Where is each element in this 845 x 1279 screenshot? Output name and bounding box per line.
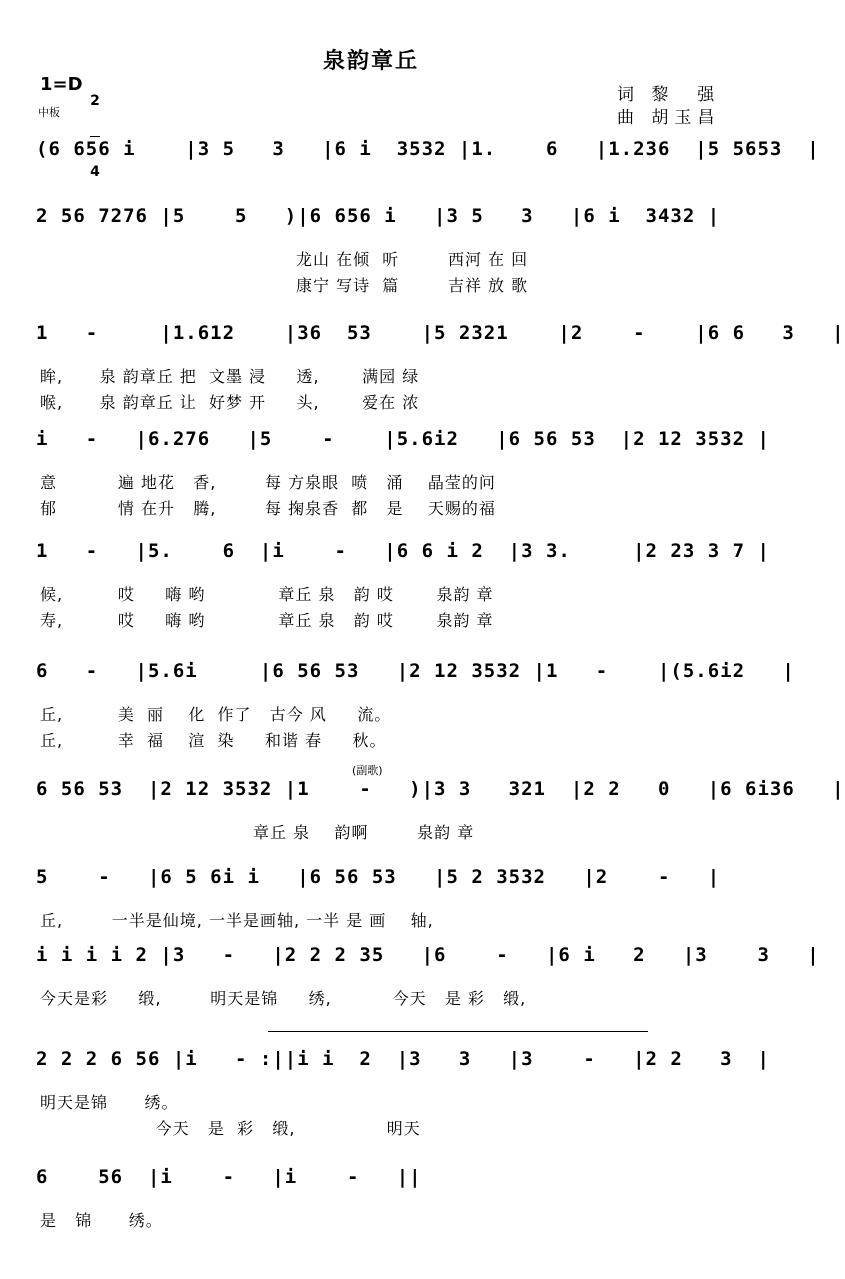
composer-credit: 曲 胡玉昌 <box>617 108 721 128</box>
notation-line: 6 56 53 |2 12 3532 |1 - )|3 3 321 |2 2 0 |6 6i36 | <box>36 778 845 800</box>
lyric-line: 眸, 泉 韵章丘 把 文墨 浸 透, 满园 绿 <box>40 367 420 386</box>
tempo-marking: 中板 <box>38 106 60 119</box>
lyric-line: 丘, 幸 福 渲 染 和谐 春 秋。 <box>40 731 387 750</box>
lyric-line: 是 锦 绣。 <box>40 1211 163 1230</box>
time-bar <box>90 136 100 137</box>
notation-line: 1 - |5. 6 |i - |6 6 i 2 |3 3. |2 23 3 7 | <box>36 540 770 562</box>
lyric-line: 喉, 泉 韵章丘 让 好梦 开 头, 爱在 浓 <box>40 393 420 412</box>
section-label: (副歌) <box>352 764 383 777</box>
lyric-line: 康宁 写诗 篇 吉祥 放 歌 <box>296 276 529 295</box>
time-signature <box>90 66 100 193</box>
song-title: 泉韵章丘 <box>322 49 419 74</box>
notation-line: 6 - |5.6i |6 56 53 |2 12 3532 |1 - |(5.6i2 | <box>36 660 795 682</box>
key-signature: 1=D <box>40 74 83 95</box>
lyricist-credit: 词 黎 强 <box>617 85 721 105</box>
notation-line: i - |6.276 |5 - |5.6i2 |6 56 53 |2 12 3532 | <box>36 428 770 450</box>
volta-bracket <box>268 1031 648 1032</box>
notation-line: 2 2 2 6 56 |i - :||i i 2 |3 3 |3 - |2 2 3 | <box>36 1048 770 1070</box>
notation-line: 2 56 7276 |5 5 )|6 656 i |3 5 3 |6 i 3432 | <box>36 205 721 227</box>
notation-line: i i i i 2 |3 - |2 2 2 35 |6 - |6 i 2 |3 3 | <box>36 944 820 966</box>
lyric-line: 寿, 哎 嗨 哟 章丘 泉 韵 哎 泉韵 章 <box>40 611 494 630</box>
notation-line: (6 656 i |3 5 3 |6 i 3532 |1. 6 |1.236 |5 5653 | <box>36 138 820 160</box>
time-bottom: 4 <box>90 164 100 180</box>
lyric-line: 明天是锦 绣。 <box>40 1093 179 1112</box>
lyric-line: 丘, 美 丽 化 作了 古今 风 流。 <box>40 705 392 724</box>
lyric-line: 章丘 泉 韵啊 泉韵 章 <box>40 823 475 842</box>
lyric-line: 意 遍 地花 香, 每 方泉眼 喷 涌 晶莹的问 <box>40 473 496 492</box>
lyric-line: 今天是彩 缎, 明天是锦 绣, 今天 是 彩 缎, <box>40 989 527 1008</box>
lyric-line: 丘, 一半是仙境, 一半是画轴, 一半 是 画 轴, <box>40 911 434 930</box>
time-top: 2 <box>90 93 100 109</box>
notation-line: 6 56 |i - |i - || <box>36 1166 422 1188</box>
lyric-line: 候, 哎 嗨 哟 章丘 泉 韵 哎 泉韵 章 <box>40 585 494 604</box>
lyric-line: 郁 情 在升 腾, 每 掬泉香 都 是 天赐的福 <box>40 499 496 518</box>
notation-line: 1 - |1.612 |36 53 |5 2321 |2 - |6 6 3 | <box>36 322 845 344</box>
lyric-line: 今天 是 彩 缎, 明天 <box>40 1119 421 1138</box>
notation-line: 5 - |6 5 6i i |6 56 53 |5 2 3532 |2 - | <box>36 866 721 888</box>
lyric-line: 龙山 在倾 听 西河 在 回 <box>296 250 529 269</box>
